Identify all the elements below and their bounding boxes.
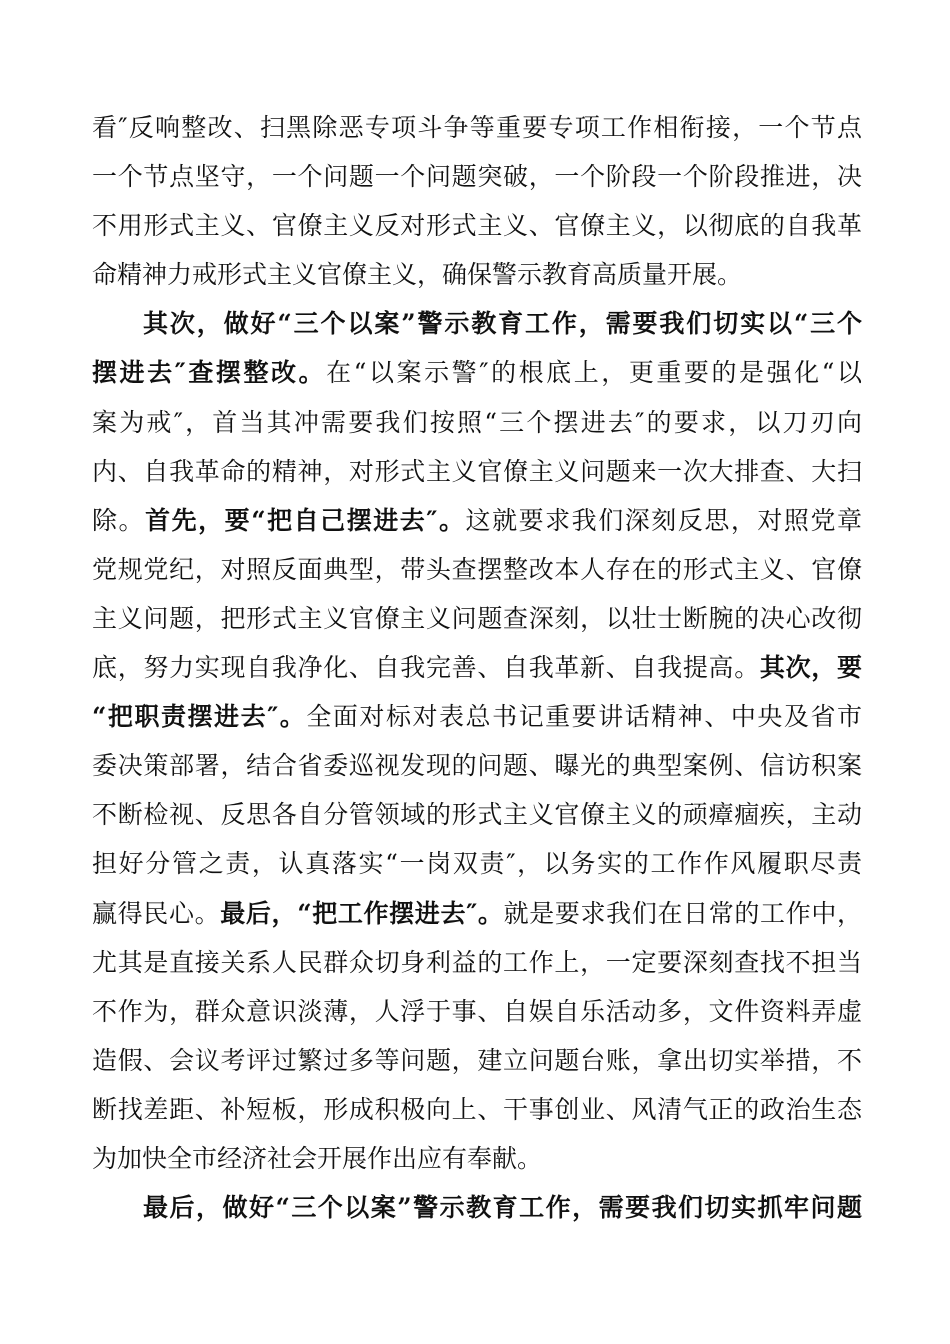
text-line: 内、自我革命的精神，对形式主义官僚主义问题来一次大排查、大扫 [92,456,862,486]
bold-point: 首先，要“把自己摆进去″。 [145,505,466,535]
paragraph-1 [92,103,862,299]
text-line: 尤其是直接关系人民群众切身利益的工作上，一定要深刻查找不担当 [92,947,862,977]
text-line: 党规党纪，对照反面典型，带头查摆整改本人存在的形式主义、官僚 [92,554,862,584]
text-line: 造假、会议考评过繁过多等问题，建立问题台账，拿出切实举措，不 [92,1045,862,1075]
paragraph-2 [92,299,862,1183]
bold-heading: 摆进去″查摆整改。 [92,358,327,388]
text-line [92,1183,862,1232]
text-line: 摆进去″查摆整改。在“以案示警″的根底上，更重要的是强化“以 [92,358,863,388]
text-line: “把职责摆进去″。全面对标对表总书记重要讲话精神、中央及省市 [92,702,862,732]
text-line: 主义问题，把形式主义官僚主义问题查深刻，以壮士断腕的决心改彻 [92,603,862,633]
bold-point: 其次，要 [759,653,862,683]
text-line: 命精神力戒形式主义官僚主义，确保警示教育高质量开展。 [92,260,743,290]
text-line: 案为戒″，首当其冲需要我们按照“三个摆进去″的要求，以刀刃向 [92,407,862,437]
text-line: 底，努力实现自我净化、自我完善、自我革新、自我提高。其次，要 [92,653,862,683]
bold-point: “把职责摆进去″。 [92,702,307,732]
text-line: 委决策部署，结合省委巡视发现的问题、曝光的典型案例、信访积案 [92,751,862,781]
text-line: 赢得民心。最后，“把工作摆进去″。就是要求我们在日常的工作中， [92,898,862,928]
text-line: 为加快全市经济社会开展作出应有奉献。 [92,1143,543,1173]
text-line: 不用形式主义、官僚主义反对形式主义、官僚主义，以彻底的自我革 [92,211,862,241]
paragraph-3 [92,1183,862,1232]
text-line: 看″反响整改、扫黑除恶专项斗争等重要专项工作相衔接，一个节点 [92,113,862,142]
bold-point: 最后，“把工作摆进去″。 [220,898,504,928]
text-line: 不断检视、反思各自分管领域的形式主义官僚主义的顽瘴痼疾，主动 [92,800,862,830]
text-line: 除。首先，要“把自己摆进去″。这就要求我们深刻反思，对照党章 [92,505,862,535]
bold-heading: 其次，做好“三个以案”警示教育工作，需要我们切实以“三个 [143,309,862,339]
text-line: 担好分管之责，认真落实“一岗双责″，以务实的工作作风履职尽责 [92,849,862,879]
text-line: 一个节点坚守，一个问题一个问题突破，一个阶段一个阶段推进，决 [92,162,862,192]
bold-heading: 最后，做好“三个以案”警示教育工作，需要我们切实抓牢问题 [143,1193,862,1223]
text-line: 断找差距、补短板，形成积极向上、干事创业、风清气正的政治生态 [92,1094,862,1124]
text-line: 不作为，群众意识淡薄，人浮于事、自娱自乐活动多，文件资料弄虚 [92,996,862,1026]
document-page [92,103,862,1232]
text-line [92,299,862,348]
